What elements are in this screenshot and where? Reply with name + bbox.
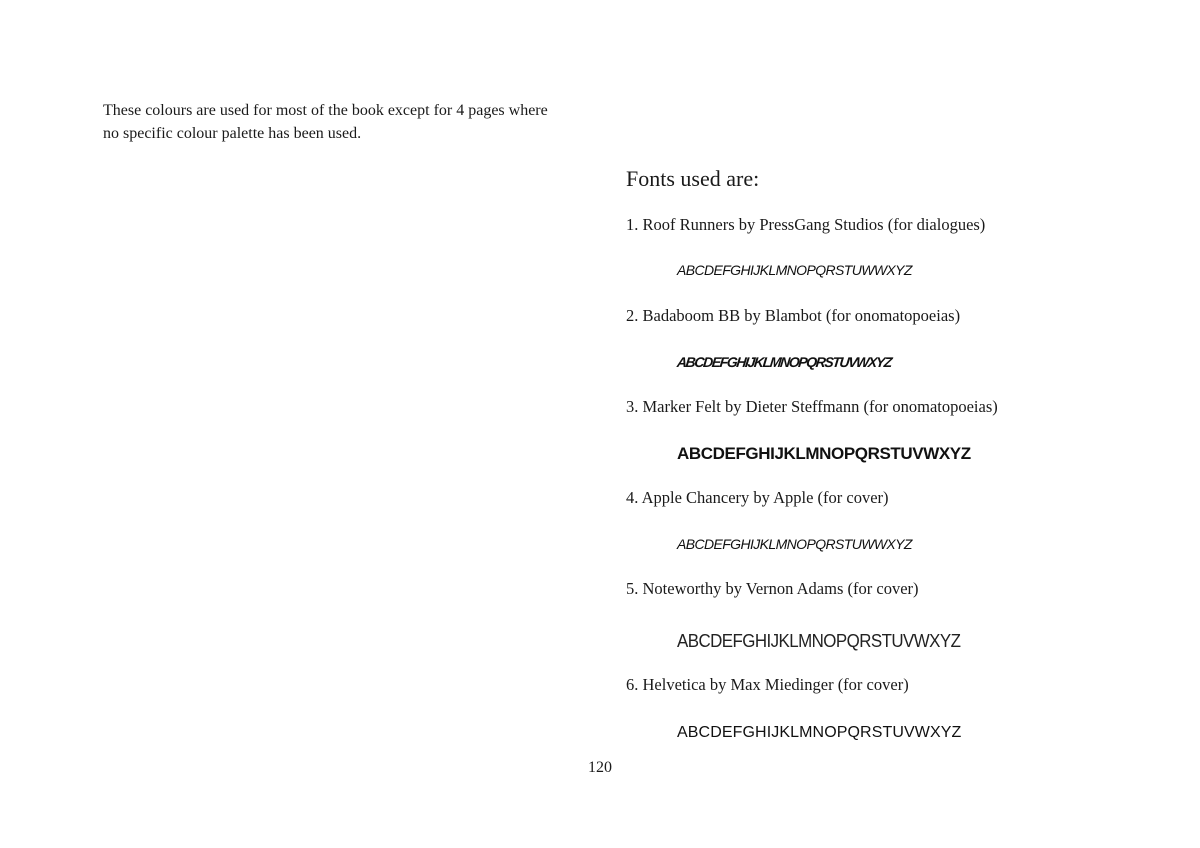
intro-paragraph bbox=[103, 99, 583, 145]
intro-line-1: These colours are used for most of the book except for 4 pages where bbox=[103, 102, 548, 119]
font-item-label-helvetica: 6. Helvetica by Max Miedinger (for cover) bbox=[626, 675, 909, 694]
font-item-label-noteworthy: 5. Noteworthy by Vernon Adams (for cover) bbox=[626, 579, 919, 598]
font-item-label-roof-runners: 1. Roof Runners by PressGang Studios (for dialogues) bbox=[626, 215, 986, 234]
font-sample-apple-chancery: ABCDEFGHIJKLMNOPQRSTUWWXYZ bbox=[677, 536, 912, 552]
font-sample-marker-felt: ABCDEFGHIJKLMNOPQRSTUVWXYZ bbox=[677, 444, 971, 463]
fonts-heading: Fonts used are: bbox=[626, 166, 760, 191]
font-sample-badaboom: ABCDEFGHIJKLMNOPQRSTUVWXYZ bbox=[676, 354, 892, 370]
font-item-label-marker-felt: 3. Marker Felt by Dieter Steffmann (for onomatopoeias) bbox=[626, 397, 998, 416]
font-sample-helvetica: ABCDEFGHIJKLMNOPQRSTUVWXYZ bbox=[677, 724, 962, 741]
font-item-label-apple-chancery: 4. Apple Chancery by Apple (for cover) bbox=[626, 488, 889, 507]
intro-line-2: no specific colour palette has been used. bbox=[103, 125, 362, 142]
page-number: 120 bbox=[588, 759, 612, 776]
font-sample-roof-runners: ABCDEFGHIJKLMNOPQRSTUWWXYZ bbox=[677, 262, 912, 278]
font-item-label-badaboom: 2. Badaboom BB by Blambot (for onomatopoeias) bbox=[626, 306, 961, 325]
font-sample-noteworthy: ABCDEFGHIJKLMNOPQRSTUVWXYZ bbox=[677, 631, 961, 651]
